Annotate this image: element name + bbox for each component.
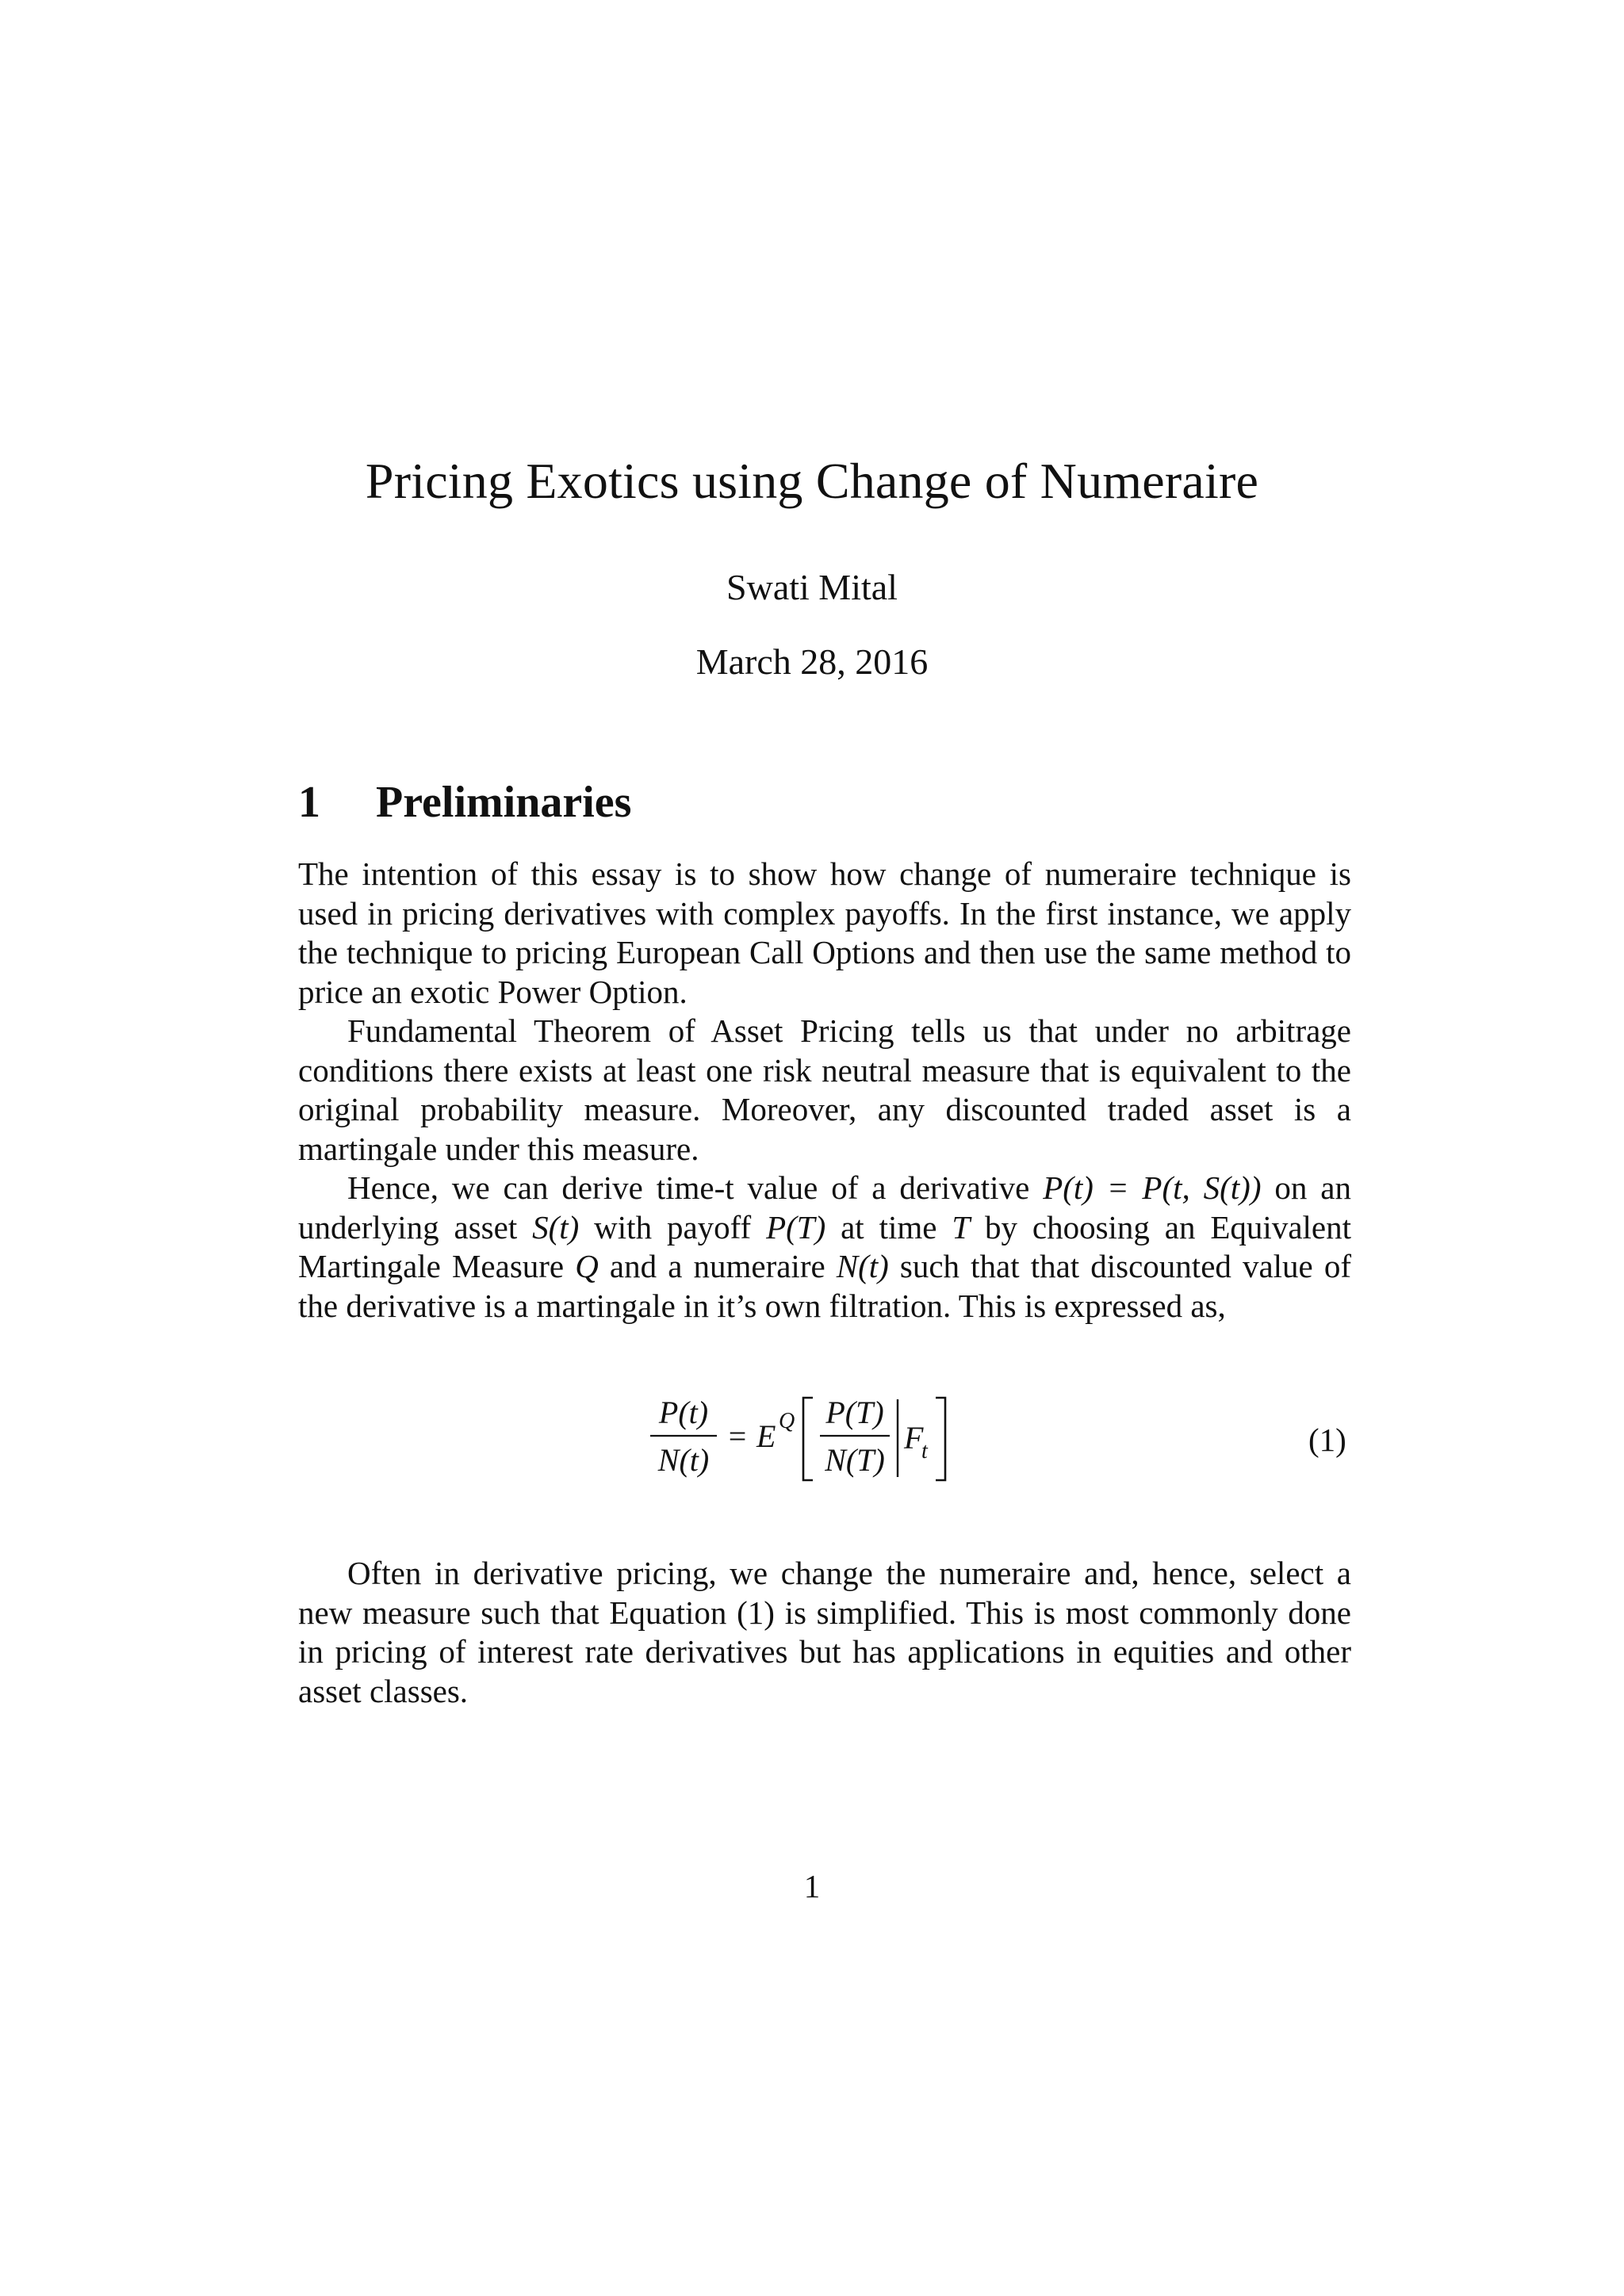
lhs-numerator: P(t): [658, 1395, 709, 1430]
text-run: with payoff: [579, 1208, 767, 1246]
inline-math: N(t): [836, 1248, 889, 1284]
display-equation: [650, 1391, 1015, 1487]
measure-superscript: Q: [779, 1409, 795, 1433]
page-number: 1: [803, 1868, 821, 1904]
paragraph-intro: The intention of this essay is to show how change of numeraire technique is used in pricing derivatives with complex payoffs. In the first instance, we apply the technique to pricing European Call Options and then use the same method to price an exotic Power Option.: [298, 855, 1351, 1010]
paper-title: Pricing Exotics using Change of Numeraire: [365, 453, 1259, 509]
text-run: on an underlying asset: [298, 1169, 1351, 1246]
equation-number: (1): [1308, 1422, 1346, 1458]
expectation-operator: E: [756, 1418, 776, 1454]
inline-math: P(T): [766, 1208, 826, 1246]
paragraph-ftap: Fundamental Theorem of Asset Pricing tells us that under no arbitrage conditions there exists at least one risk neutral measure that is equivalent to the original probability measure. Moreover, any discounted traded asset is a martingale under this measure.: [298, 1012, 1351, 1167]
text-run: at time: [825, 1208, 952, 1246]
equals-sign: =: [728, 1418, 747, 1454]
section-number: 1: [298, 778, 320, 827]
section-title: Preliminaries: [376, 778, 632, 827]
lhs-denominator: N(t): [657, 1442, 710, 1478]
section-heading: [298, 777, 631, 828]
filtration-subscript: t: [921, 1439, 928, 1464]
text-run: Hence, we can derive time-t value of a derivative: [347, 1169, 1044, 1206]
paragraph-derivation: [298, 1169, 1351, 1326]
publication-date: March 28, 2016: [695, 641, 929, 682]
body-text-block-2: [298, 1554, 1351, 1711]
inline-math: P(t) = P(t, S(t)): [1043, 1169, 1262, 1206]
rhs-denominator: N(T): [825, 1442, 885, 1478]
inline-math: S(t): [532, 1208, 580, 1246]
inline-math: Q: [575, 1248, 599, 1284]
left-bracket: [803, 1398, 813, 1480]
body-text-block-1: [298, 855, 1351, 1326]
filtration-symbol: F: [904, 1420, 924, 1456]
text-run: by choosing an Equivalent Martingale Measure: [298, 1208, 1351, 1284]
text-run: such that that discounted value of the derivative is a martingale in it’s own filtration. This is expressed as,: [298, 1248, 1351, 1324]
text-run: and a numeraire: [598, 1248, 837, 1284]
rhs-numerator: P(T): [825, 1395, 884, 1430]
inline-math: T: [952, 1208, 971, 1246]
paragraph-numeraire-change: Often in derivative pricing, we change the numeraire and, hence, select a new measure such that Equation (1) is simplified. This is most commonly done in pricing of interest rate derivatives but has applications in equities and other asset classes.: [298, 1555, 1351, 1709]
author-name: Swati Mital: [726, 567, 898, 607]
right-bracket: [936, 1398, 945, 1480]
